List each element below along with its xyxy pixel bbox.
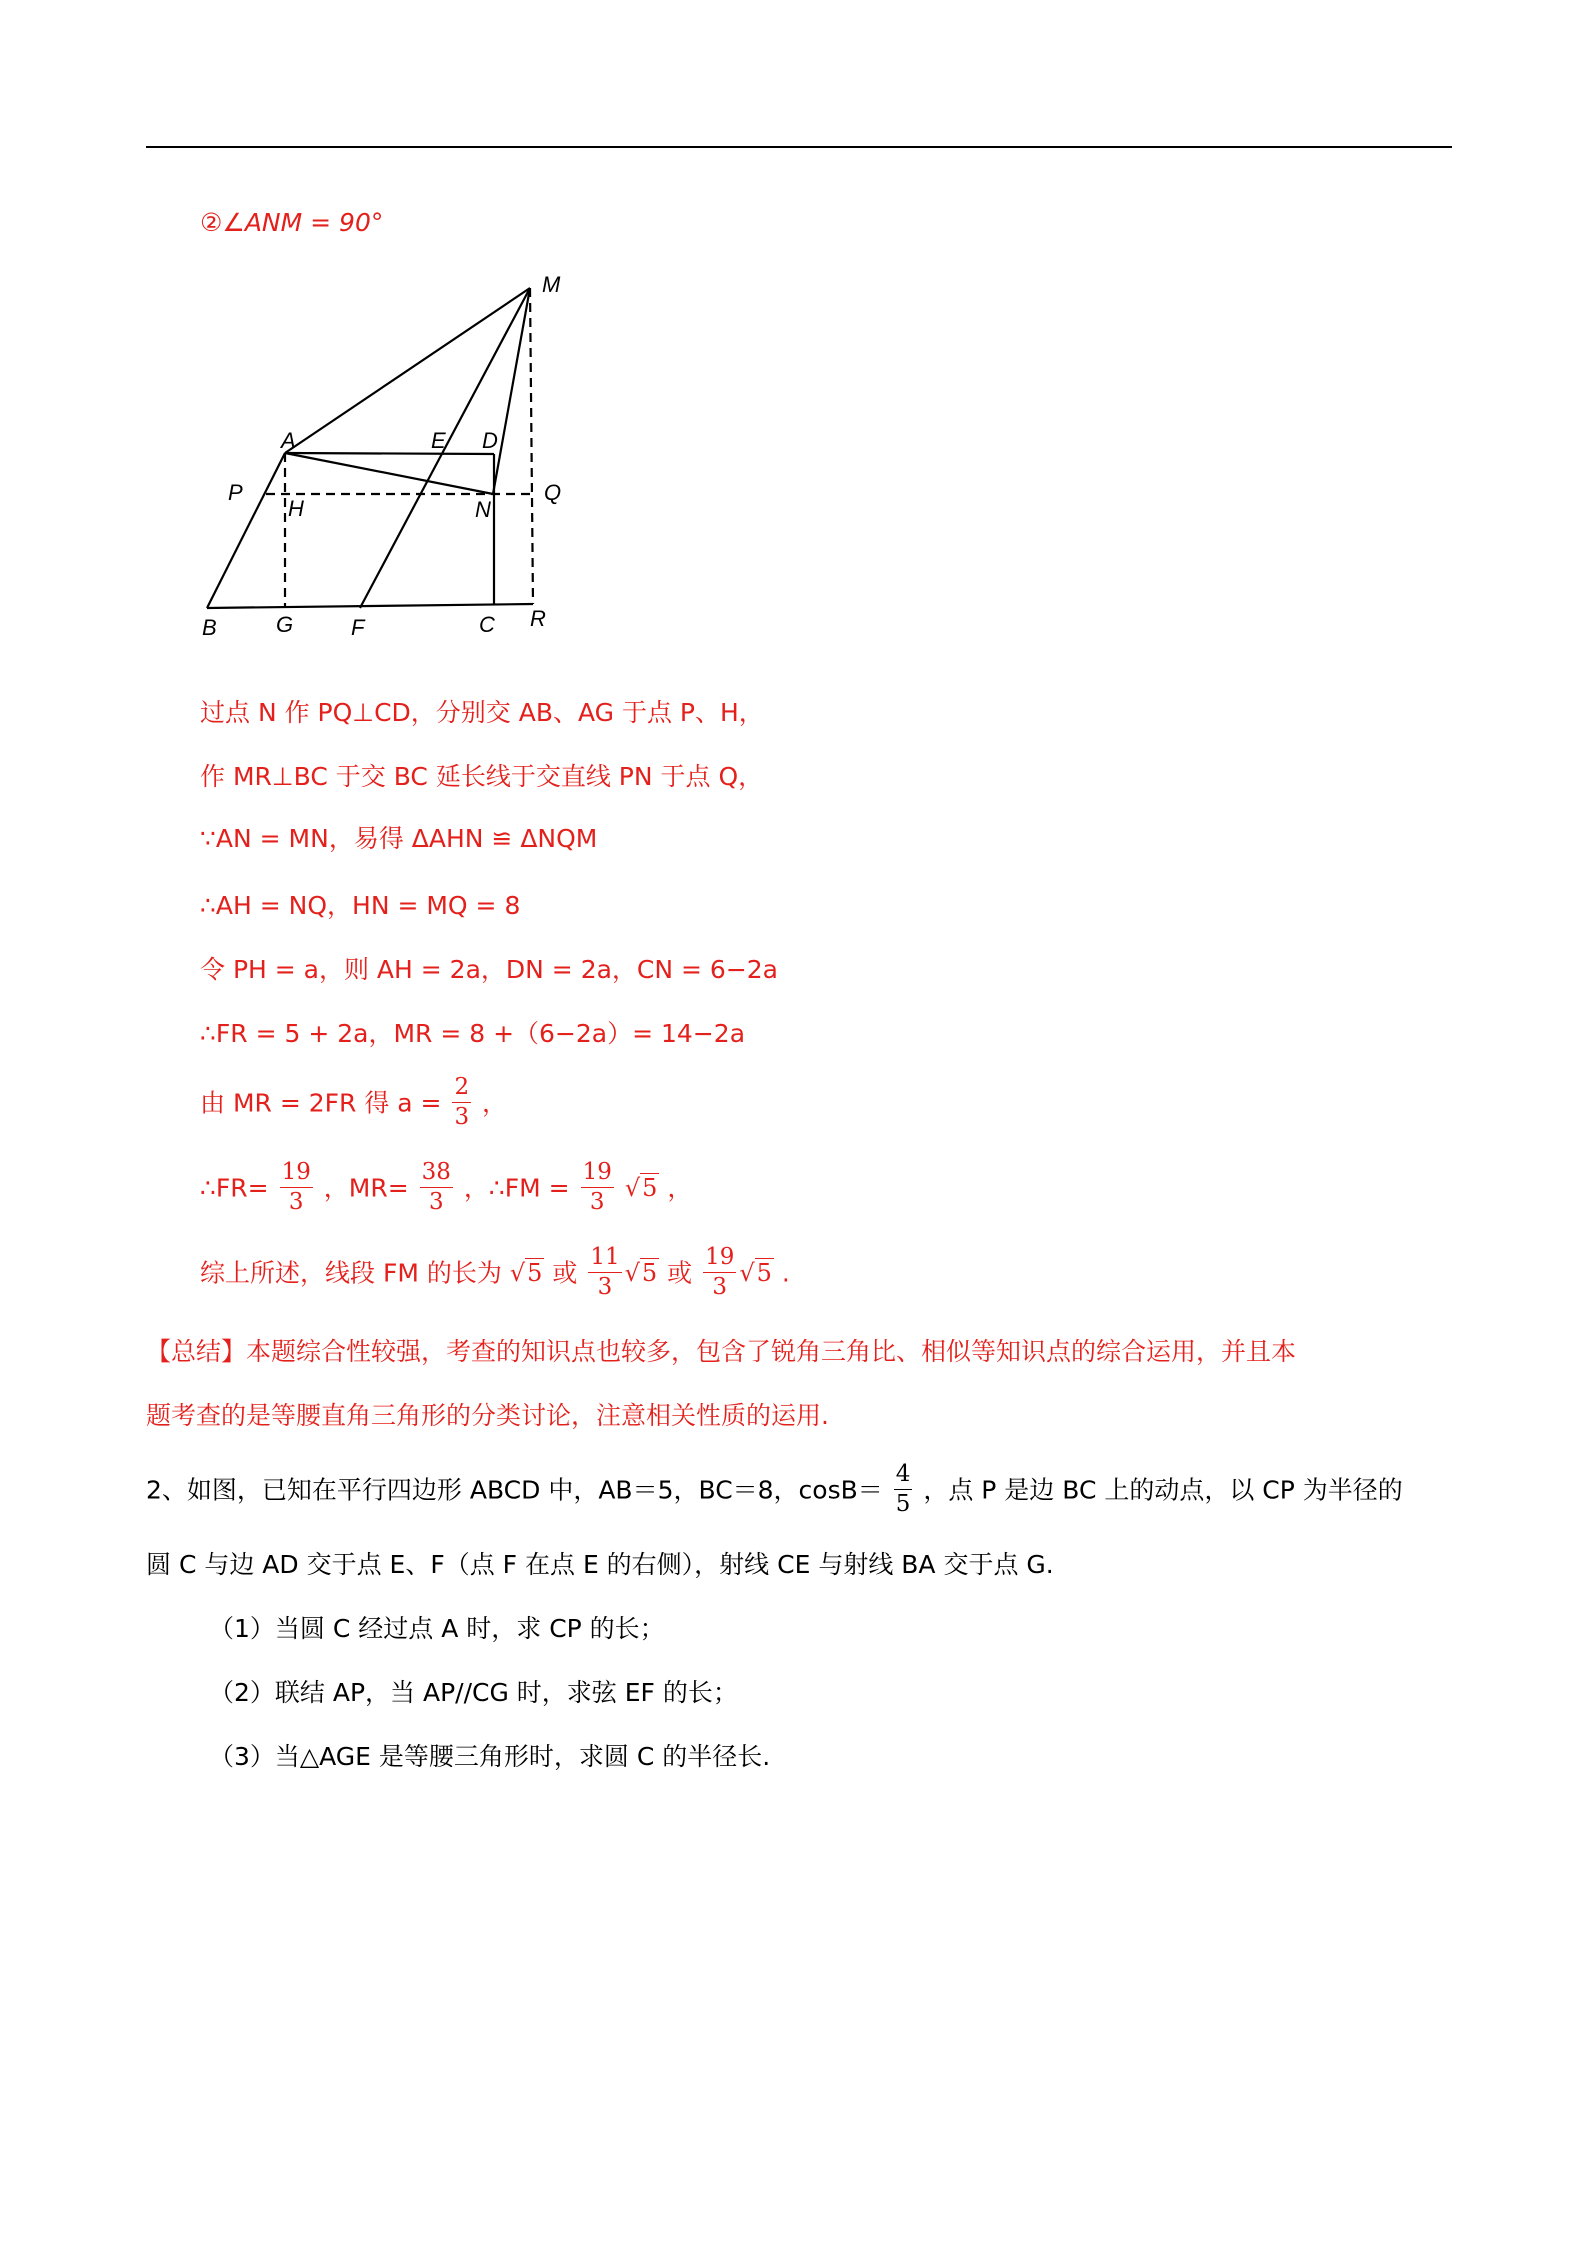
- question-3: （3）当△AGE 是等腰三角形时，求圆 C 的半径长.: [209, 1742, 771, 1771]
- summary-tag: 【总结】: [146, 1337, 247, 1366]
- label-F: F: [351, 615, 365, 640]
- label-C: C: [479, 612, 495, 637]
- label-E: E: [431, 428, 446, 453]
- label-R: R: [530, 606, 546, 631]
- segment-AB: [207, 453, 285, 608]
- sqrt-5: √5: [624, 1258, 658, 1287]
- segment-MR: [530, 288, 533, 604]
- label-N: N: [475, 497, 491, 522]
- fraction-FM: $\frac{19}{3}$: [582, 1159, 612, 1216]
- sqrt-5: √5: [509, 1258, 543, 1287]
- fraction-11-3: $\frac{11}{3}$: [590, 1244, 620, 1301]
- header-rule: [146, 146, 1452, 148]
- fraction-a: $\frac{2}{3}$: [454, 1074, 470, 1131]
- label-P: P: [228, 480, 243, 505]
- label-M: M: [542, 272, 561, 297]
- solution-line-9: 综上所述，线段 FM 的长为 √5 或 $\frac{11}{3}$ √5 或 $\frac{19}{3}$ √5 .: [200, 1244, 790, 1301]
- solution-line-4: ∴AH = NQ，HN = MQ = 8: [200, 891, 521, 920]
- solution-line-6: ∴FR = 5 + 2a，MR = 8 +（6−2a）= 14−2a: [200, 1019, 746, 1048]
- label-G: G: [276, 612, 294, 637]
- label-Q: Q: [544, 480, 562, 505]
- geometry-figure: [196, 266, 586, 646]
- label-B: B: [202, 615, 217, 640]
- question-2: （2）联结 AP，当 AP//CG 时，求弦 EF 的长；: [209, 1678, 738, 1707]
- fraction-FR: $\frac{19}{3}$: [281, 1159, 311, 1216]
- problem2-line-2: 圆 C 与边 AD 交于点 E、F（点 F 在点 E 的右侧），射线 CE 与射线 BA 交于点 G.: [146, 1550, 1054, 1579]
- solution-line-8: ∴FR= $\frac{19}{3}$ ，MR= $\frac{38}{3}$ ，∴FM = $\frac{19}{3}$ √5 ，: [200, 1159, 693, 1216]
- summary-line-2: 题考查的是等腰直角三角形的分类讨论，注意相关性质的运用.: [146, 1401, 829, 1430]
- segment-AD: [285, 453, 494, 454]
- fraction-cosB: $\frac{4}{5}$: [895, 1461, 911, 1518]
- segment-BR: [207, 604, 533, 608]
- solution-line-3: ∵AN = MN，易得 ΔAHN ≌ ΔNQM: [200, 824, 598, 853]
- fraction-19-3: $\frac{19}{3}$: [705, 1244, 735, 1301]
- fraction-MR: $\frac{38}{3}$: [421, 1159, 451, 1216]
- case-heading: ②∠ANM = 90°: [200, 208, 384, 237]
- summary-line-1: 【总结】本题综合性较强，考查的知识点也较多，包含了锐角三角比、相似等知识点的综合运用，并且本: [146, 1337, 1297, 1366]
- segment-AN: [285, 453, 493, 494]
- label-A: A: [281, 428, 296, 453]
- solution-line-1: 过点 N 作 PQ⊥CD，分别交 AB、AG 于点 P、H，: [200, 698, 764, 727]
- label-H: H: [288, 496, 304, 521]
- solution-line-2: 作 MR⊥BC 于交 BC 延长线于交直线 PN 于点 Q，: [200, 762, 764, 791]
- sqrt-5: √5: [739, 1258, 772, 1287]
- sqrt-5: √5: [624, 1173, 658, 1202]
- solution-line-5: 令 PH = a，则 AH = 2a，DN = 2a，CN = 6−2a: [200, 955, 778, 984]
- problem2-line-1: 2、如图，已知在平行四边形 ABCD 中，AB＝5，BC＝8，cosB＝ $\frac{4}{5}$ ，点 P 是边 BC 上的动点，以 CP 为半径的: [146, 1461, 1403, 1518]
- label-D: D: [482, 428, 498, 453]
- segment-NM: [493, 288, 530, 494]
- solution-line-7: 由 MR = 2FR 得 a = $\frac{2}{3}$ ，: [200, 1074, 508, 1131]
- line7-prefix: 由 MR = 2FR 得 a =: [200, 1088, 442, 1118]
- question-1: （1）当圆 C 经过点 A 时，求 CP 的长；: [209, 1614, 665, 1643]
